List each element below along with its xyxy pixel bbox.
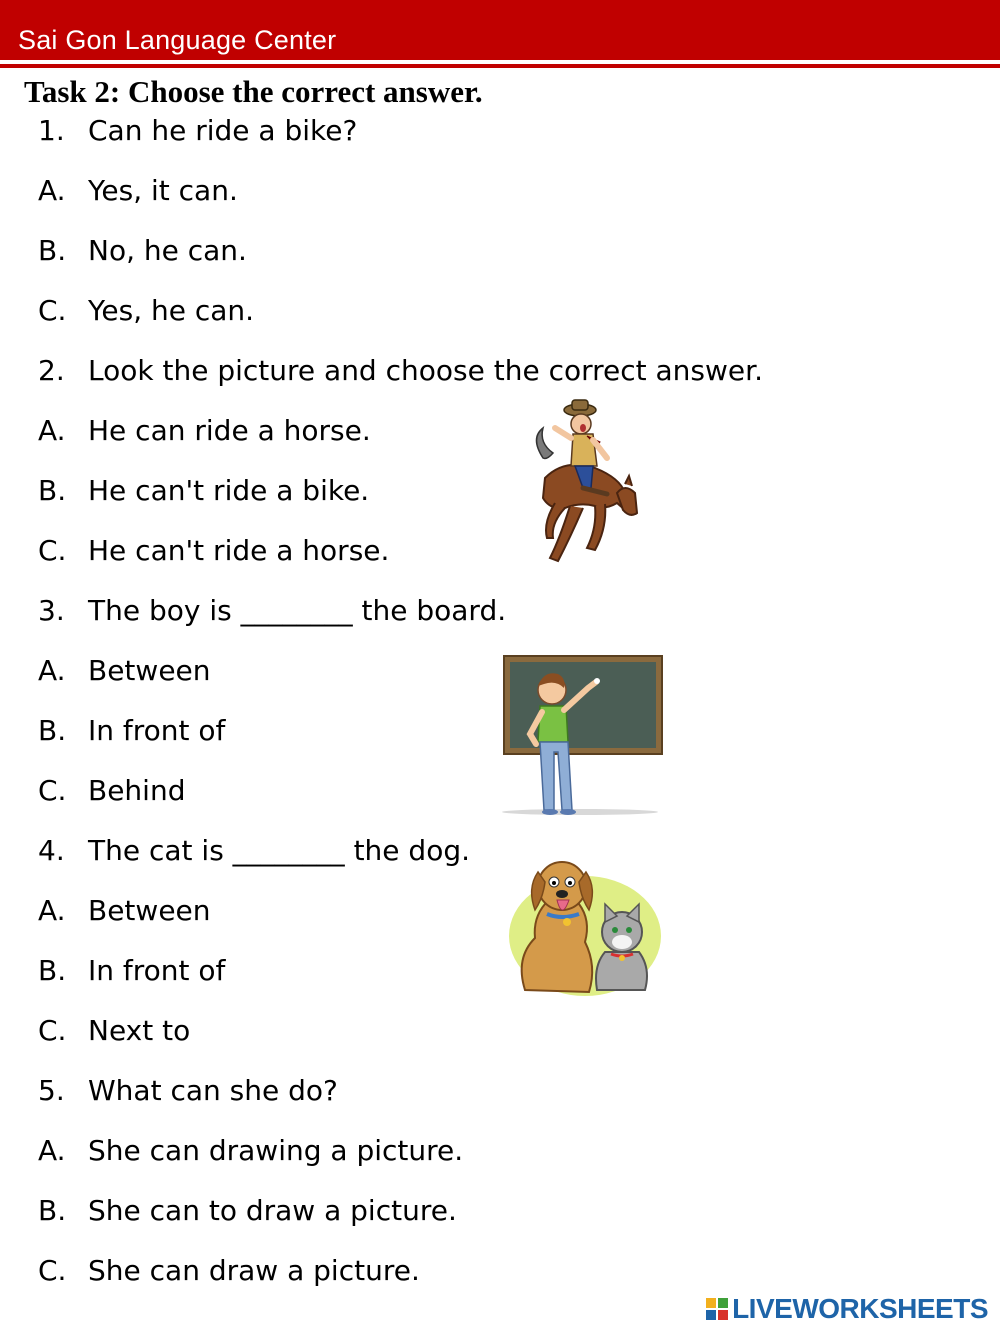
question-text: Look the picture and choose the correct answer.: [88, 354, 763, 387]
marker: 5.: [38, 1074, 65, 1107]
option-1c[interactable]: [38, 294, 254, 328]
question-4: [38, 834, 470, 868]
option-text: She can draw a picture.: [88, 1254, 420, 1287]
center-name: Sai Gon Language Center: [18, 25, 337, 55]
marker: C.: [38, 1014, 67, 1047]
task-title: Task 2: Choose the correct answer.: [24, 74, 483, 109]
option-4b[interactable]: [38, 954, 225, 988]
option-text: She can to draw a picture.: [88, 1194, 457, 1227]
question-1: [38, 114, 357, 148]
option-2b[interactable]: [38, 474, 369, 508]
option-5b[interactable]: [38, 1194, 457, 1228]
option-text: Yes, he can.: [88, 294, 255, 327]
question-text: The cat is ________ the dog.: [88, 834, 471, 867]
option-text: Between: [88, 654, 211, 687]
header-divider: [0, 64, 1000, 68]
marker: B.: [38, 714, 67, 747]
option-3b[interactable]: [38, 714, 225, 748]
marker: A.: [38, 1134, 66, 1167]
dog-cat-illustration: [505, 858, 665, 998]
marker: C.: [38, 1254, 67, 1287]
question-text: What can she do?: [88, 1074, 338, 1107]
option-4a[interactable]: [38, 894, 211, 928]
option-text: Yes, it can.: [88, 174, 238, 207]
option-3c[interactable]: [38, 774, 185, 808]
question-text: Can he ride a bike?: [88, 114, 358, 147]
marker: C.: [38, 534, 67, 567]
option-5c[interactable]: [38, 1254, 420, 1288]
marker: C.: [38, 774, 67, 807]
marker: 2.: [38, 354, 65, 387]
marker: A.: [38, 654, 66, 687]
option-text: He can ride a horse.: [88, 414, 371, 447]
liveworksheets-icon: [706, 1298, 728, 1320]
marker: A.: [38, 174, 66, 207]
marker: B.: [38, 234, 67, 267]
option-4c[interactable]: [38, 1014, 190, 1048]
marker: B.: [38, 1194, 67, 1227]
marker: B.: [38, 474, 67, 507]
option-text: Between: [88, 894, 211, 927]
liveworksheets-logo[interactable]: [706, 1293, 988, 1325]
option-text: In front of: [88, 954, 226, 987]
option-5a[interactable]: [38, 1134, 463, 1168]
marker: B.: [38, 954, 67, 987]
marker: A.: [38, 414, 66, 447]
question-3: [38, 594, 506, 628]
liveworksheets-text: LIVEWORKSHEETS: [732, 1293, 988, 1324]
boy-board-illustration: [500, 652, 668, 817]
option-1b[interactable]: [38, 234, 247, 268]
question-5: [38, 1074, 338, 1108]
question-2: [38, 354, 763, 388]
option-text: Behind: [88, 774, 186, 807]
option-text: No, he can.: [88, 234, 247, 267]
marker: 3.: [38, 594, 65, 627]
marker: 4.: [38, 834, 65, 867]
marker: A.: [38, 894, 66, 927]
option-text: In front of: [88, 714, 226, 747]
header-bar: [0, 0, 1000, 60]
option-2c[interactable]: [38, 534, 389, 568]
cowboy-horse-illustration: [525, 398, 640, 568]
question-text: The boy is ________ the board.: [88, 594, 507, 627]
option-text: He can't ride a bike.: [88, 474, 370, 507]
option-3a[interactable]: [38, 654, 211, 688]
marker: C.: [38, 294, 67, 327]
option-2a[interactable]: [38, 414, 371, 448]
marker: 1.: [38, 114, 65, 147]
option-1a[interactable]: [38, 174, 238, 208]
option-text: He can't ride a horse.: [88, 534, 390, 567]
option-text: She can drawing a picture.: [88, 1134, 464, 1167]
option-text: Next to: [88, 1014, 191, 1047]
